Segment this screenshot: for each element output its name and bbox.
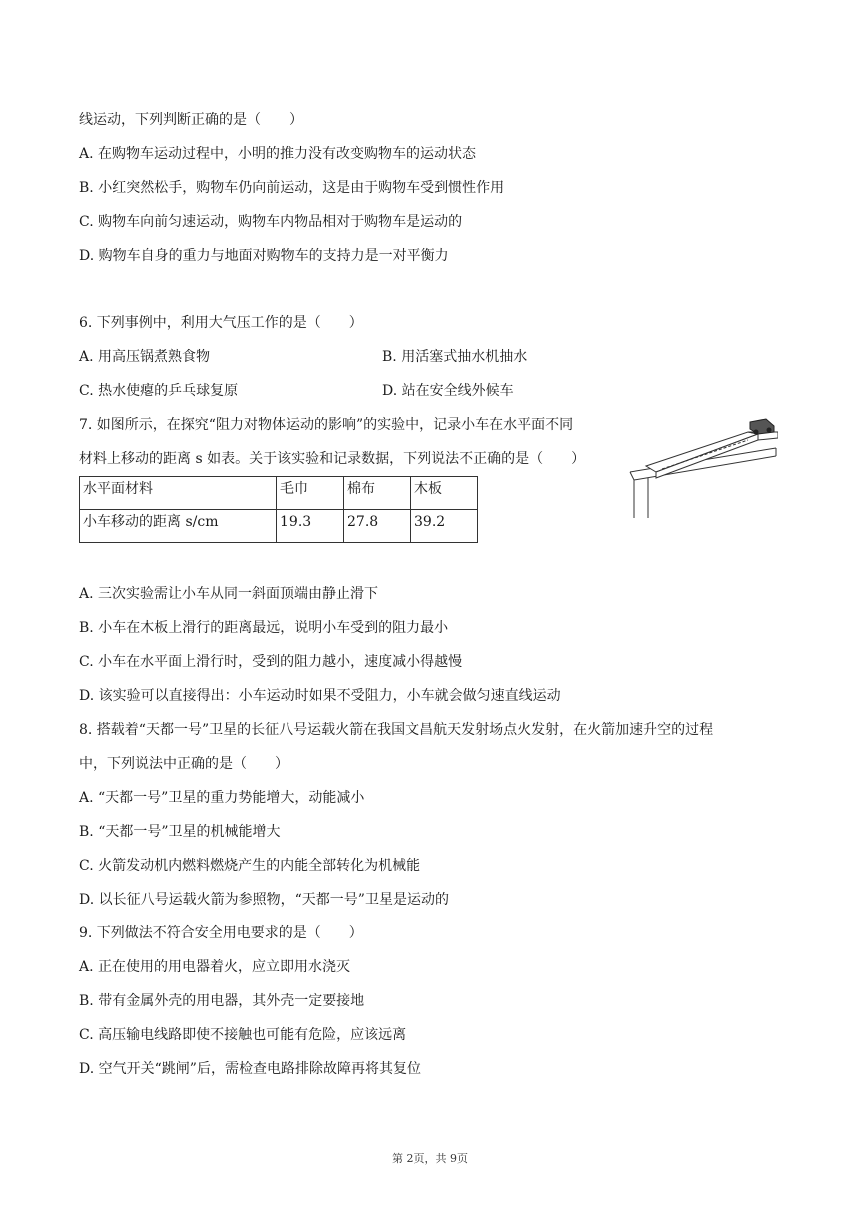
q7-option-c: C. 小车在水平面上滑行时，受到的阻力越小，速度减小得越慢: [79, 654, 463, 670]
page-footer: 第 2页，共 9页: [392, 1152, 468, 1165]
ramp-cart-figure: [628, 414, 778, 524]
table-row: [80, 510, 478, 543]
table-cell-towel: 19.3: [277, 510, 344, 543]
table-header-towel: 毛巾: [277, 477, 344, 510]
inclined-plane: [646, 432, 778, 478]
q8-option-b: B. “天都一号”卫星的机械能增大: [79, 824, 281, 840]
table-cell-board: 39.2: [411, 510, 478, 543]
q5-option-b: B. 小红突然松手，购物车仍向前运动，这是由于购物车受到惯性作用: [79, 180, 505, 196]
distance-table: [79, 476, 478, 543]
q6-option-b: B. 用活塞式抽水机抽水: [382, 349, 528, 365]
q7-option-b: B. 小车在木板上滑行的距离最远，说明小车受到的阻力最小: [79, 620, 449, 636]
table-header-board: 木板: [411, 477, 478, 510]
q8-option-d: D. 以长征八号运载火箭为参照物，“天都一号”卫星是运动的: [79, 892, 449, 908]
table-cell-cotton: 27.8: [344, 510, 411, 543]
q6-option-a: A. 用高压锅煮熟食物: [79, 349, 211, 365]
q7-option-d: D. 该实验可以直接得出：小车运动时如果不受阻力，小车就会做匀速直线运动: [79, 688, 561, 704]
q9-option-d: D. 空气开关“跳闸”后，需检查电路排除故障再将其复位: [79, 1061, 421, 1077]
q8-stem-line1: 8. 搭载着“天都一号”卫星的长征八号运载火箭在我国文昌航天发射场点火发射，在火箭加速升空的过程: [79, 722, 714, 738]
cart-icon: [750, 419, 774, 435]
table-header-cotton: 棉布: [344, 477, 411, 510]
table-row-label: 小车移动的距离 s/cm: [80, 510, 277, 543]
q7-option-a: A. 三次实验需让小车从同一斜面顶端由静止滑下: [79, 586, 379, 602]
q9-stem: 9. 下列做法不符合安全用电要求的是（ ）: [79, 925, 363, 941]
q7-stem-line2: 材料上移动的距离 s 如表。关于该实验和记录数据，下列说法不正确的是（ ）: [79, 451, 586, 467]
q9-option-c: C. 高压输电线路即使不接触也可能有危险，应该远离: [79, 1027, 407, 1043]
q6-option-d: D. 站在安全线外候车: [382, 383, 514, 399]
q8-option-c: C. 火箭发动机内燃料燃烧产生的内能全部转化为机械能: [79, 858, 421, 874]
q5-option-a: A. 在购物车运动过程中，小明的推力没有改变购物车的运动状态: [79, 146, 477, 162]
table-row: [80, 477, 478, 510]
table-header-material: 水平面材料: [80, 477, 277, 510]
q7-stem-line1: 7. 如图所示，在探究“阻力对物体运动的影响”的实验中，记录小车在水平面不同: [79, 417, 574, 433]
q8-option-a: A. “天都一号”卫星的重力势能增大，动能减小: [79, 790, 365, 806]
q9-option-a: A. 正在使用的用电器着火，应立即用水浇灭: [79, 959, 351, 975]
q6-stem: 6. 下列事例中，利用大气压工作的是（ ）: [79, 315, 363, 331]
q5-option-d: D. 购物车自身的重力与地面对购物车的支持力是一对平衡力: [79, 248, 449, 264]
q6-option-c: C. 热水使瘪的乒乓球复原: [79, 383, 239, 399]
q8-stem-line2: 中，下列说法中正确的是（ ）: [79, 756, 289, 772]
q5-option-c: C. 购物车向前匀速运动，购物车内物品相对于购物车是运动的: [79, 214, 463, 230]
continued-stem: 线运动，下列判断正确的是（ ）: [79, 112, 303, 128]
q9-option-b: B. 带有金属外壳的用电器，其外壳一定要接地: [79, 993, 365, 1009]
